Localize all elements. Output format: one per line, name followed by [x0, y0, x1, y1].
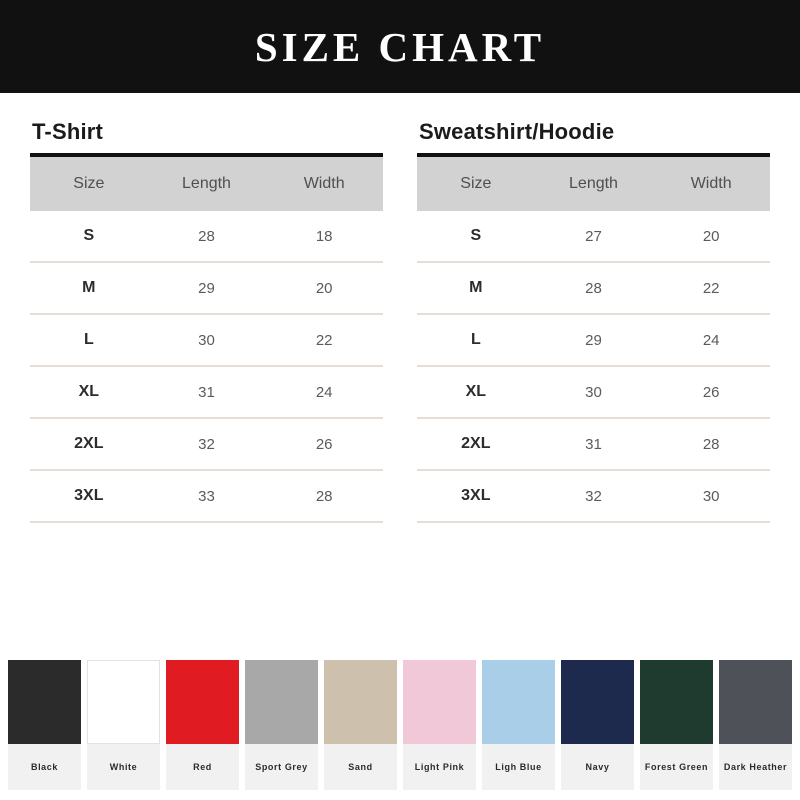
swatch-black — [8, 660, 81, 790]
cell-size: 2XL — [417, 418, 535, 470]
sweatshirt-size-table — [417, 157, 770, 523]
tshirt-table-title: T-Shirt — [32, 119, 104, 144]
cell-size: S — [417, 211, 535, 262]
swatch-color-chip — [245, 660, 318, 744]
column-header-size: Size — [417, 157, 535, 211]
table-row — [30, 366, 383, 418]
column-header-width: Width — [265, 157, 383, 211]
tshirt-table-block — [30, 119, 383, 652]
page-header — [0, 0, 800, 93]
swatch-sport-grey — [245, 660, 318, 790]
cell-width: 30 — [652, 470, 770, 522]
cell-width: 28 — [265, 470, 383, 522]
swatch-color-chip — [719, 660, 792, 744]
cell-size: L — [417, 314, 535, 366]
swatch-color-chip — [403, 660, 476, 744]
swatch-label: Light Pink — [414, 761, 465, 772]
swatch-color-chip — [561, 660, 634, 744]
table-header-row — [417, 157, 770, 211]
cell-length: 30 — [148, 314, 266, 366]
tshirt-table-body — [30, 211, 383, 522]
cell-width: 18 — [265, 211, 383, 262]
swatch-label: Sport Grey — [255, 761, 308, 772]
swatch-label: Dark Heather — [723, 761, 788, 772]
cell-size: XL — [30, 366, 148, 418]
cell-length: 31 — [148, 366, 266, 418]
cell-width: 22 — [265, 314, 383, 366]
column-header-length: Length — [148, 157, 266, 211]
cell-size: M — [417, 262, 535, 314]
swatch-light-pink — [403, 660, 476, 790]
swatch-color-chip — [166, 660, 239, 744]
cell-length: 27 — [535, 211, 653, 262]
size-tables-container — [0, 93, 800, 652]
cell-width: 24 — [265, 366, 383, 418]
column-header-size: Size — [30, 157, 148, 211]
swatch-red — [166, 660, 239, 790]
color-swatch-strip — [0, 652, 800, 800]
swatch-label: Black — [30, 761, 59, 772]
cell-size: 3XL — [417, 470, 535, 522]
tshirt-table-head — [30, 157, 383, 211]
cell-length: 29 — [148, 262, 266, 314]
swatch-label: White — [109, 761, 138, 772]
cell-width: 28 — [652, 418, 770, 470]
cell-length: 28 — [148, 211, 266, 262]
table-row — [417, 418, 770, 470]
cell-width: 22 — [652, 262, 770, 314]
swatch-label: Forest Green — [644, 761, 709, 772]
cell-length: 32 — [535, 470, 653, 522]
swatch-color-chip — [482, 660, 555, 744]
swatch-forest-green — [640, 660, 713, 790]
table-header-row — [30, 157, 383, 211]
sweatshirt-table-head — [417, 157, 770, 211]
page-title: SIZE CHART — [254, 23, 546, 70]
column-header-width: Width — [652, 157, 770, 211]
sweatshirt-table-body — [417, 211, 770, 522]
table-row — [30, 262, 383, 314]
table-row — [30, 470, 383, 522]
cell-length: 31 — [535, 418, 653, 470]
cell-size: 3XL — [30, 470, 148, 522]
cell-length: 32 — [148, 418, 266, 470]
cell-width: 26 — [265, 418, 383, 470]
cell-size: M — [30, 262, 148, 314]
cell-width: 26 — [652, 366, 770, 418]
table-row — [417, 470, 770, 522]
swatch-dark-heather — [719, 660, 792, 790]
cell-size: L — [30, 314, 148, 366]
cell-size: S — [30, 211, 148, 262]
table-row — [417, 366, 770, 418]
table-row — [30, 418, 383, 470]
swatch-color-chip — [87, 660, 160, 744]
sweatshirt-table-block — [417, 119, 770, 652]
swatch-label: Navy — [585, 761, 610, 772]
swatch-light-blue — [482, 660, 555, 790]
swatch-color-chip — [640, 660, 713, 744]
table-row — [30, 211, 383, 262]
cell-width: 20 — [265, 262, 383, 314]
tshirt-size-table — [30, 157, 383, 523]
cell-length: 28 — [535, 262, 653, 314]
cell-width: 24 — [652, 314, 770, 366]
cell-width: 20 — [652, 211, 770, 262]
swatch-color-chip — [8, 660, 81, 744]
swatch-label: Red — [193, 761, 212, 772]
table-row — [417, 314, 770, 366]
cell-length: 30 — [535, 366, 653, 418]
swatch-label: Sand — [348, 761, 373, 772]
cell-size: 2XL — [30, 418, 148, 470]
swatch-color-chip — [324, 660, 397, 744]
cell-length: 29 — [535, 314, 653, 366]
table-row — [417, 262, 770, 314]
swatch-label: Ligh Blue — [495, 761, 542, 772]
swatch-navy — [561, 660, 634, 790]
swatch-sand — [324, 660, 397, 790]
table-row — [30, 314, 383, 366]
sweatshirt-table-title: Sweatshirt/Hoodie — [419, 119, 615, 144]
column-header-length: Length — [535, 157, 653, 211]
cell-length: 33 — [148, 470, 266, 522]
cell-size: XL — [417, 366, 535, 418]
table-row — [417, 211, 770, 262]
swatch-white — [87, 660, 160, 790]
